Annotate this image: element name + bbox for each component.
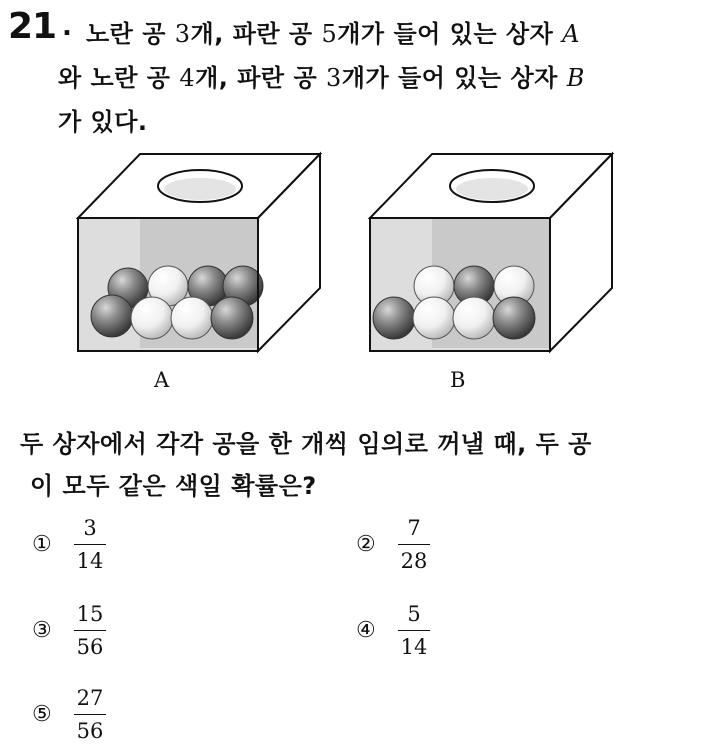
- boxes-figure: [70, 148, 630, 368]
- ball-yellow: [131, 297, 173, 339]
- option-fraction: [398, 602, 430, 659]
- option-marker: ①: [32, 532, 52, 557]
- ball-yellow: [413, 297, 455, 339]
- ball-blue: [211, 297, 253, 339]
- option-4[interactable]: [356, 602, 430, 659]
- question-number: 21: [8, 6, 57, 47]
- ball-blue: [373, 297, 415, 339]
- box-a: [78, 154, 320, 351]
- box-b: [370, 154, 612, 351]
- text-segment: 개가 들어 있는 상자: [337, 20, 563, 48]
- denominator: 14: [400, 635, 428, 659]
- number: 3: [174, 20, 191, 48]
- variable: A: [562, 20, 580, 48]
- option-marker: ④: [356, 618, 376, 643]
- option-marker: ③: [32, 618, 52, 643]
- option-2[interactable]: [356, 516, 430, 573]
- numerator: 15: [76, 602, 104, 626]
- option-fraction: [398, 516, 430, 573]
- ball-blue: [91, 295, 133, 337]
- text-segment: 개, 파란 공: [190, 20, 322, 48]
- number: 4: [179, 64, 196, 92]
- fraction-bar: [74, 630, 106, 631]
- fraction-bar: [398, 630, 430, 631]
- number: 3: [326, 64, 342, 92]
- question-line-1: [86, 14, 580, 49]
- numerator: 7: [407, 516, 421, 540]
- numerator: 5: [407, 602, 421, 626]
- option-marker: ②: [356, 532, 376, 557]
- option-fraction: [74, 686, 106, 743]
- option-3[interactable]: [32, 602, 106, 659]
- ball-yellow: [171, 297, 213, 339]
- denominator: 28: [400, 549, 428, 573]
- option-marker: ⑤: [32, 702, 52, 727]
- text-segment: 개, 파란 공: [195, 64, 327, 92]
- option-fraction: [74, 516, 106, 573]
- ball-yellow: [453, 297, 495, 339]
- denominator: 56: [76, 719, 104, 743]
- text-segment: 노란 공: [86, 20, 175, 48]
- option-5[interactable]: [32, 686, 106, 743]
- ball-blue: [493, 297, 535, 339]
- prompt-line-1: 두 상자에서 각각 공을 한 개씩 임의로 꺼낼 때, 두 공: [20, 430, 592, 458]
- fraction-bar: [398, 544, 430, 545]
- box-b-label: B: [450, 368, 466, 392]
- question-line-3: 가 있다.: [58, 108, 148, 136]
- fraction-bar: [74, 714, 106, 715]
- numerator: 27: [76, 686, 104, 710]
- text-segment: 개가 들어 있는 상자: [341, 64, 567, 92]
- denominator: 56: [76, 635, 104, 659]
- prompt-line-2: 이 모두 같은 색일 확률은?: [30, 472, 317, 500]
- text-segment: 와 노란 공: [58, 64, 180, 92]
- option-fraction: [74, 602, 106, 659]
- numerator: 3: [83, 516, 97, 540]
- fraction-bar: [74, 544, 106, 545]
- question-number-dot: .: [62, 12, 72, 42]
- variable: B: [566, 64, 585, 92]
- box-a-label: A: [154, 368, 170, 392]
- question-line-2: [58, 58, 585, 93]
- option-1[interactable]: [32, 516, 106, 573]
- denominator: 14: [76, 549, 104, 573]
- number: 5: [321, 20, 338, 48]
